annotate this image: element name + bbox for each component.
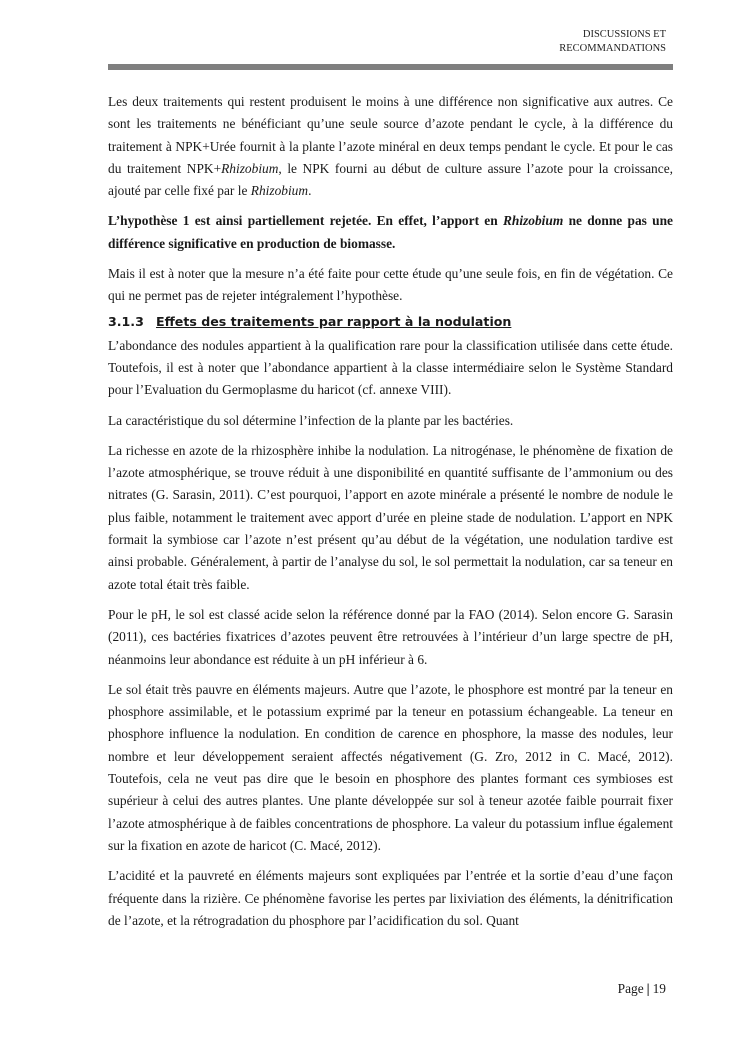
header-line-1: DISCUSSIONS ET xyxy=(582,29,666,40)
hypothesis-italic-rhizobium: Rhizobium xyxy=(502,213,564,229)
paragraph-1-text-c: , le NPK fourni au début de culture assure l’azote pour la croissance, ajouté par celle fixé par le xyxy=(108,160,673,199)
header-line-2: RECOMMANDATIONS xyxy=(559,43,666,54)
paragraph-8: Le sol était très pauvre en éléments majeurs. Autre que l’azote, le phosphore est montré par la teneur en phosphore assimilable, et le potassium exprimé par la teneur en potassium échangeable. La teneur en phosphore influence la nodulation. En condition de carence en phosphore, la masse des nodules, leur nombre et leur développement seraient affectés négativement (G. Zro, 2012 in C. Macé, 2012). Toutefois, cela ne veut pas dire que le besoin en phosphore des plantes formant ces symbioses est supérieur à celui des autres plantes. Une plante développée sur sol à teneur azotée faible pourrait fixer l’azote atmosphérique à de faibles concentrations de phosphore. La valeur du potassium influe également sur la fixation en azote de haricot (C. Macé, 2012). xyxy=(108,681,673,853)
paragraph-5: La caractéristique du sol détermine l’infection de la plante par les bactéries. xyxy=(108,412,514,428)
paragraph-hypothesis xyxy=(108,210,673,255)
header-rule xyxy=(108,64,673,70)
paragraph-1-text-e: . xyxy=(308,183,312,199)
section-number: 3.1.3 xyxy=(108,313,144,329)
paragraph-9: L’acidité et la pauvreté en éléments majeurs sont expliquées par l’entrée et la sortie d’eau d’une façon fréquente dans la rizière. Ce phénomène favorise les pertes par lixiviation des éléments, la dénitrification de l’azote, et la rétrogradation du phosphore par l’acidification du sol. Quant xyxy=(108,868,673,928)
paragraph-3: Mais il est à noter que la mesure n’a été faite pour cette étude qu’une seule fois, en fin de végétation. Ce qui ne permet pas de rejeter intégralement l’hypothèse. xyxy=(108,266,673,304)
section-heading xyxy=(108,312,673,332)
paragraph-1-italic-rhizobium-2: Rhizobium xyxy=(250,183,309,199)
page-separator: | xyxy=(646,981,650,996)
paragraph-4: L’abondance des nodules appartient à la qualification rare pour la classification utilisée dans cette étude. Toutefois, il est à noter que l’abondance appartient à la classe intermédiaire selon le Système Standard pour l’Evaluation du Germoplasme du haricot (cf. annexe VIII). xyxy=(108,337,673,398)
section-title: Effets des traitements par rapport à la nodulation xyxy=(156,313,512,329)
paragraph-6: La richesse en azote de la rhizosphère inhibe la nodulation. La nitrogénase, le phénomène de fixation de l’azote atmosphérique, se trouve réduit à une disponibilité en quantité suffisante de l’ammonium ou des nitrates (G. Sarasin, 2011). C’est pourquoi, l’apport en azote minérale a présenté le nombre de nodule le plus faible, notamment le traitement avec apport d’urée en pleine stade de nodulation. L’apport en NPK formait la symbiose car l’azote n’est présent qu’au début de la végétation, une nodulation tardive est ainsi probable. Généralement, à partir de l’analyse du sol, le sol permettait la nodulation, car sa teneur en azote total était très faible. xyxy=(108,442,673,592)
page-body xyxy=(108,91,673,940)
page-label: Page xyxy=(617,981,644,996)
paragraph-1-italic-rhizobium-1: Rhizobium xyxy=(221,160,279,176)
hypothesis-text-c: ne donne pas une différence significative en production de biomasse. xyxy=(108,213,673,251)
paragraph-1 xyxy=(108,91,673,202)
paragraph-7: Pour le pH, le sol est classé acide selon la référence donné par la FAO (2014). Selon encore G. Sarasin (2011), ces bactéries fixatrices d’azotes peuvent être retrouvées à l’intérieur d’un large spectre de pH, néanmoins leur abondance est réduite à un pH inférieur à 6. xyxy=(108,606,673,667)
page-number: 19 xyxy=(652,981,666,996)
paragraph-1-text-a: Les deux traitements qui restent produisent le moins à une différence non significative aux autres. Ce sont les traitements ne bénéficiant qu’une seule source d’azote pendant le cycle, à la différence du traitement à NPK+Urée fournit à la plante l’azote minéral en deux temps pendant le cycle. Et pour le cas du traitement NPK+ xyxy=(108,94,673,176)
running-header xyxy=(559,28,666,56)
page-footer xyxy=(618,981,666,997)
hypothesis-text-a: L’hypothèse 1 est ainsi partiellement rejetée. En effet, l’apport en xyxy=(108,213,503,229)
